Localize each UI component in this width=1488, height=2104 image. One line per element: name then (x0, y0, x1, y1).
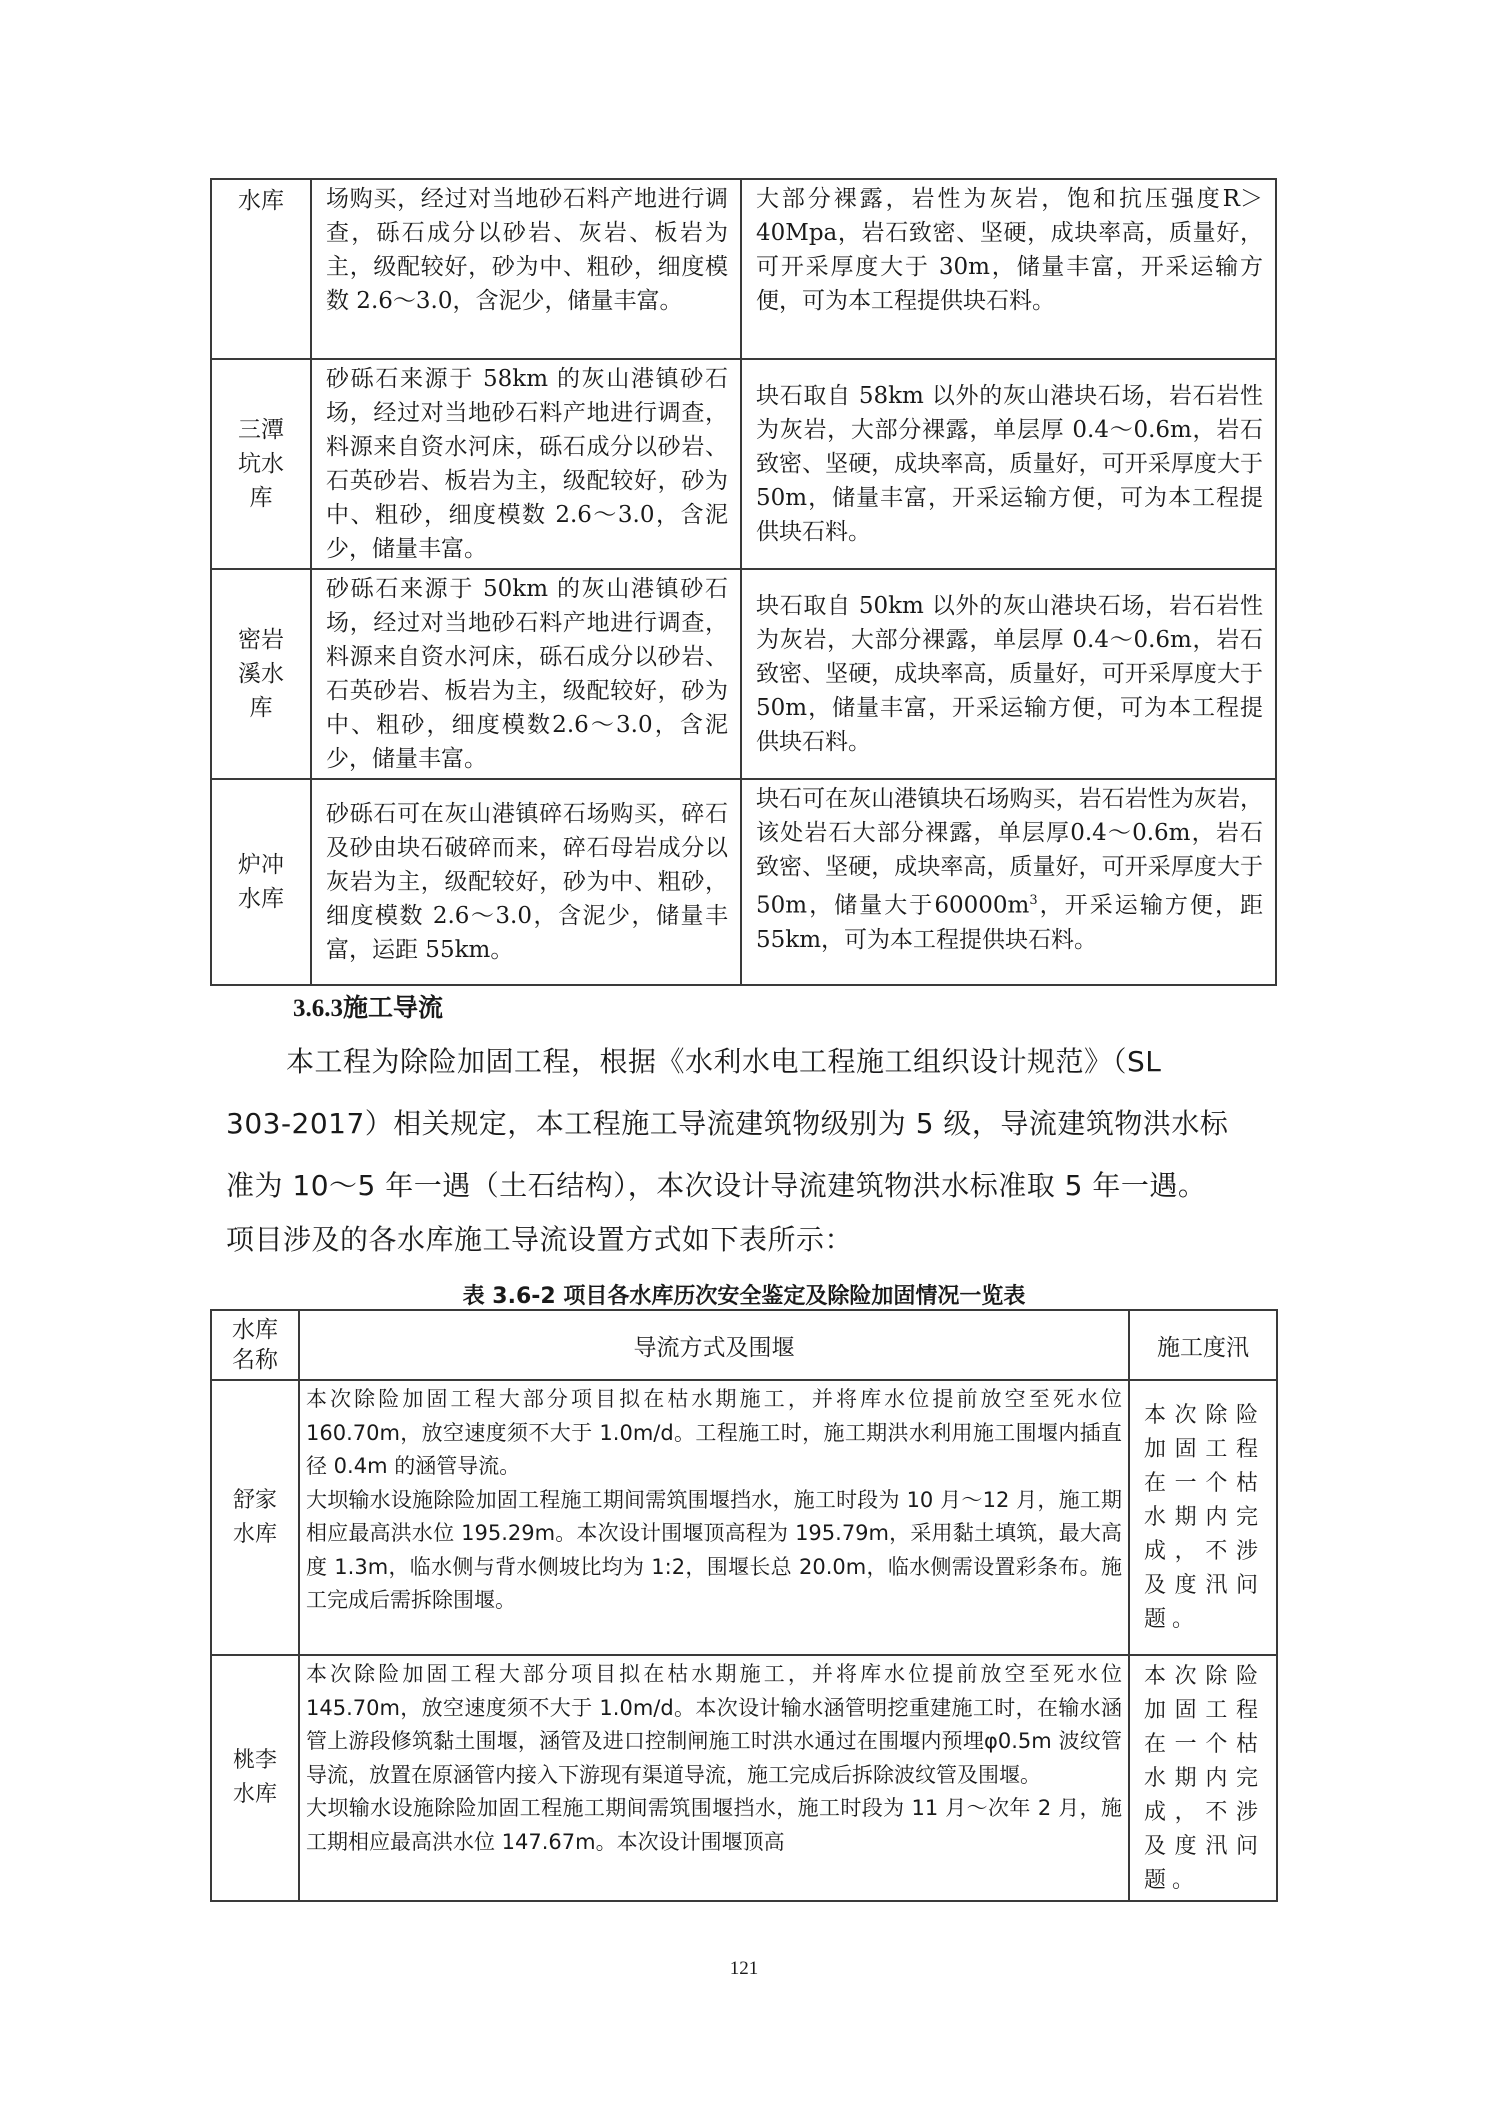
reservoir-name: 舒家水库 (232, 1487, 277, 1547)
table-row (211, 179, 1276, 359)
table-row (211, 359, 1276, 569)
reservoir-name: 密岩溪水库 (238, 627, 284, 721)
diversion-paragraph: 大坝输水设施除险加固工程施工期间需筑围堰挡水，施工时段为 10 月～12 月，施工期相应最高洪水位 195.29m。本次设计围堰顶高程为 195.79m，采用黏土填筑，最大高度 1.3m，临水侧与背水侧坡比均为 1:2，围堰长总 20.0m，临水侧需设置彩条布。施工完成后需拆除围堰。 (306, 1487, 1122, 1612)
block-stone-text: ，开采运输方便，距 55km，可为本工程提供块石料。 (756, 892, 1264, 953)
block-stone-cell: 块石取自 50km 以外的灰山港块石场，岩石岩性为灰岩，大部分裸露，单层厚 0.4～0.6m，岩石致密、坚硬，成块率高，质量好，可开采厚度大于 50m，储量丰富，开采运输方便，可为本工程提供块石料。 (741, 569, 1276, 779)
reservoir-name-cell (211, 569, 311, 779)
diversion-method-cell (299, 1655, 1129, 1901)
table-row (211, 569, 1276, 779)
sand-gravel-cell: 场购买，经过对当地砂石料产地进行调查，砾石成分以砂岩、灰岩、板岩为主，级配较好，砂为中、粗砂，细度模数 2.6～3.0，含泥少，储量丰富。 (311, 179, 741, 359)
paragraph-line: 本工程为除险加固工程，根据《水利水电工程施工组织设计规范》（SL (286, 1045, 1162, 1078)
table-row (211, 1655, 1277, 1901)
diversion-method-cell (299, 1380, 1129, 1655)
diversion-table (210, 1309, 1278, 1902)
reservoir-name: 桃李水库 (232, 1748, 277, 1807)
diversion-paragraph: 大坝输水设施除险加固工程施工期间需筑围堰挡水，施工时段为 11 月～次年 2 月，施工期相应最高洪水位 147.67m。本次设计围堰顶高 (306, 1796, 1122, 1854)
reservoir-name: 炉冲水库 (238, 852, 284, 912)
flood-season-cell: 本次除险加固工程在一个枯水期内完成，不涉及度汛问题。 (1129, 1380, 1277, 1655)
reservoir-name-cell (211, 1380, 299, 1655)
header-diversion-method: 导流方式及围堰 (299, 1310, 1129, 1380)
material-source-table (210, 178, 1277, 986)
reservoir-name: 三潭坑水库 (238, 417, 284, 511)
reservoir-name-cell: 水库 (211, 179, 311, 359)
header-reservoir-name (211, 1310, 299, 1380)
block-stone-cell (741, 779, 1276, 985)
section-heading: 3.6.3施工导流 (293, 995, 444, 1022)
diversion-paragraph: 本次除险加固工程大部分项目拟在枯水期施工，并将库水位提前放空至死水位 145.70m，放空速度须不大于 1.0m/d。本次设计输水涵管明挖重建施工时，在输水涵管上游段修筑黏土围堰，涵管及进口控制闸施工时洪水通过在围堰内预埋φ0.5m 波纹管导流，放置在原涵管内接入下游现有渠道导流，施工完成后拆除波纹管及围堰。 (306, 1662, 1122, 1787)
page-number: 121 (729, 1958, 759, 1979)
paragraph-line: 准为 10～5 年一遇（土石结构），本次设计导流建筑物洪水标准取 5 年一遇。 (226, 1169, 1207, 1202)
reservoir-name-cell (211, 359, 311, 569)
block-stone-text: 块石可在灰山港镇块石场购买，岩石岩性为灰岩，该处岩石大部分裸露，单层厚0.4～0.6m，岩石致密、坚硬，成块率高，质量好，可开采厚度大于 50m，储量大于60000m (756, 786, 1263, 919)
sand-gravel-cell: 砂砾石来源于 58km 的灰山港镇砂石场，经过对当地砂石料产地进行调查，料源来自资水河床，砾石成分以砂岩、石英砂岩、板岩为主，级配较好，砂为中、粗砂，细度模数 2.6～3.0，含泥少，储量丰富。 (311, 359, 741, 569)
table-header-row (211, 1310, 1277, 1380)
diversion-paragraph: 本次除险加固工程大部分项目拟在枯水期施工，并将库水位提前放空至死水位 160.70m，放空速度须不大于 1.0m/d。工程施工时，施工期洪水利用施工围堰内插直径 0.4m 的涵管导流。 (306, 1387, 1122, 1478)
reservoir-name-cell (211, 779, 311, 985)
table-caption: 表 3.6-2 项目各水库历次安全鉴定及除险加固情况一览表 (462, 1284, 1026, 1309)
header-flood-season: 施工度汛 (1129, 1310, 1277, 1380)
table-row (211, 1380, 1277, 1655)
paragraph-line: 项目涉及的各水库施工导流设置方式如下表所示： (226, 1223, 854, 1256)
sand-gravel-cell: 砂砾石可在灰山港镇碎石场购买，碎石及砂由块石破碎而来，碎石母岩成分以灰岩为主，级配较好，砂为中、粗砂，细度模数 2.6～3.0，含泥少，储量丰富，运距 55km。 (311, 779, 741, 985)
header-text: 水库名称 (232, 1317, 278, 1373)
block-stone-cell: 大部分裸露，岩性为灰岩，饱和抗压强度R＞40Mpa，岩石致密、坚硬，成块率高，质量好，可开采厚度大于 30m，储量丰富，开采运输方便，可为本工程提供块石料。 (741, 179, 1276, 359)
flood-season-cell: 本次除险加固工程在一个枯水期内完成，不涉及度汛问题。 (1129, 1655, 1277, 1901)
paragraph-line: 303-2017）相关规定，本工程施工导流建筑物级别为 5 级，导流建筑物洪水标 (226, 1107, 1229, 1140)
table-row (211, 779, 1276, 985)
reservoir-name-cell (211, 1655, 299, 1901)
sand-gravel-cell: 砂砾石来源于 50km 的灰山港镇砂石场，经过对当地砂石料产地进行调查，料源来自资水河床，砾石成分以砂岩、石英砂岩、板岩为主，级配较好，砂为中、粗砂，细度模数2.6～3.0，含泥少，储量丰富。 (311, 569, 741, 779)
superscript-exponent: 3 (1029, 893, 1038, 908)
block-stone-cell: 块石取自 58km 以外的灰山港块石场，岩石岩性为灰岩，大部分裸露，单层厚 0.4～0.6m，岩石致密、坚硬，成块率高，质量好，可开采厚度大于 50m，储量丰富，开采运输方便，可为本工程提供块石料。 (741, 359, 1276, 569)
